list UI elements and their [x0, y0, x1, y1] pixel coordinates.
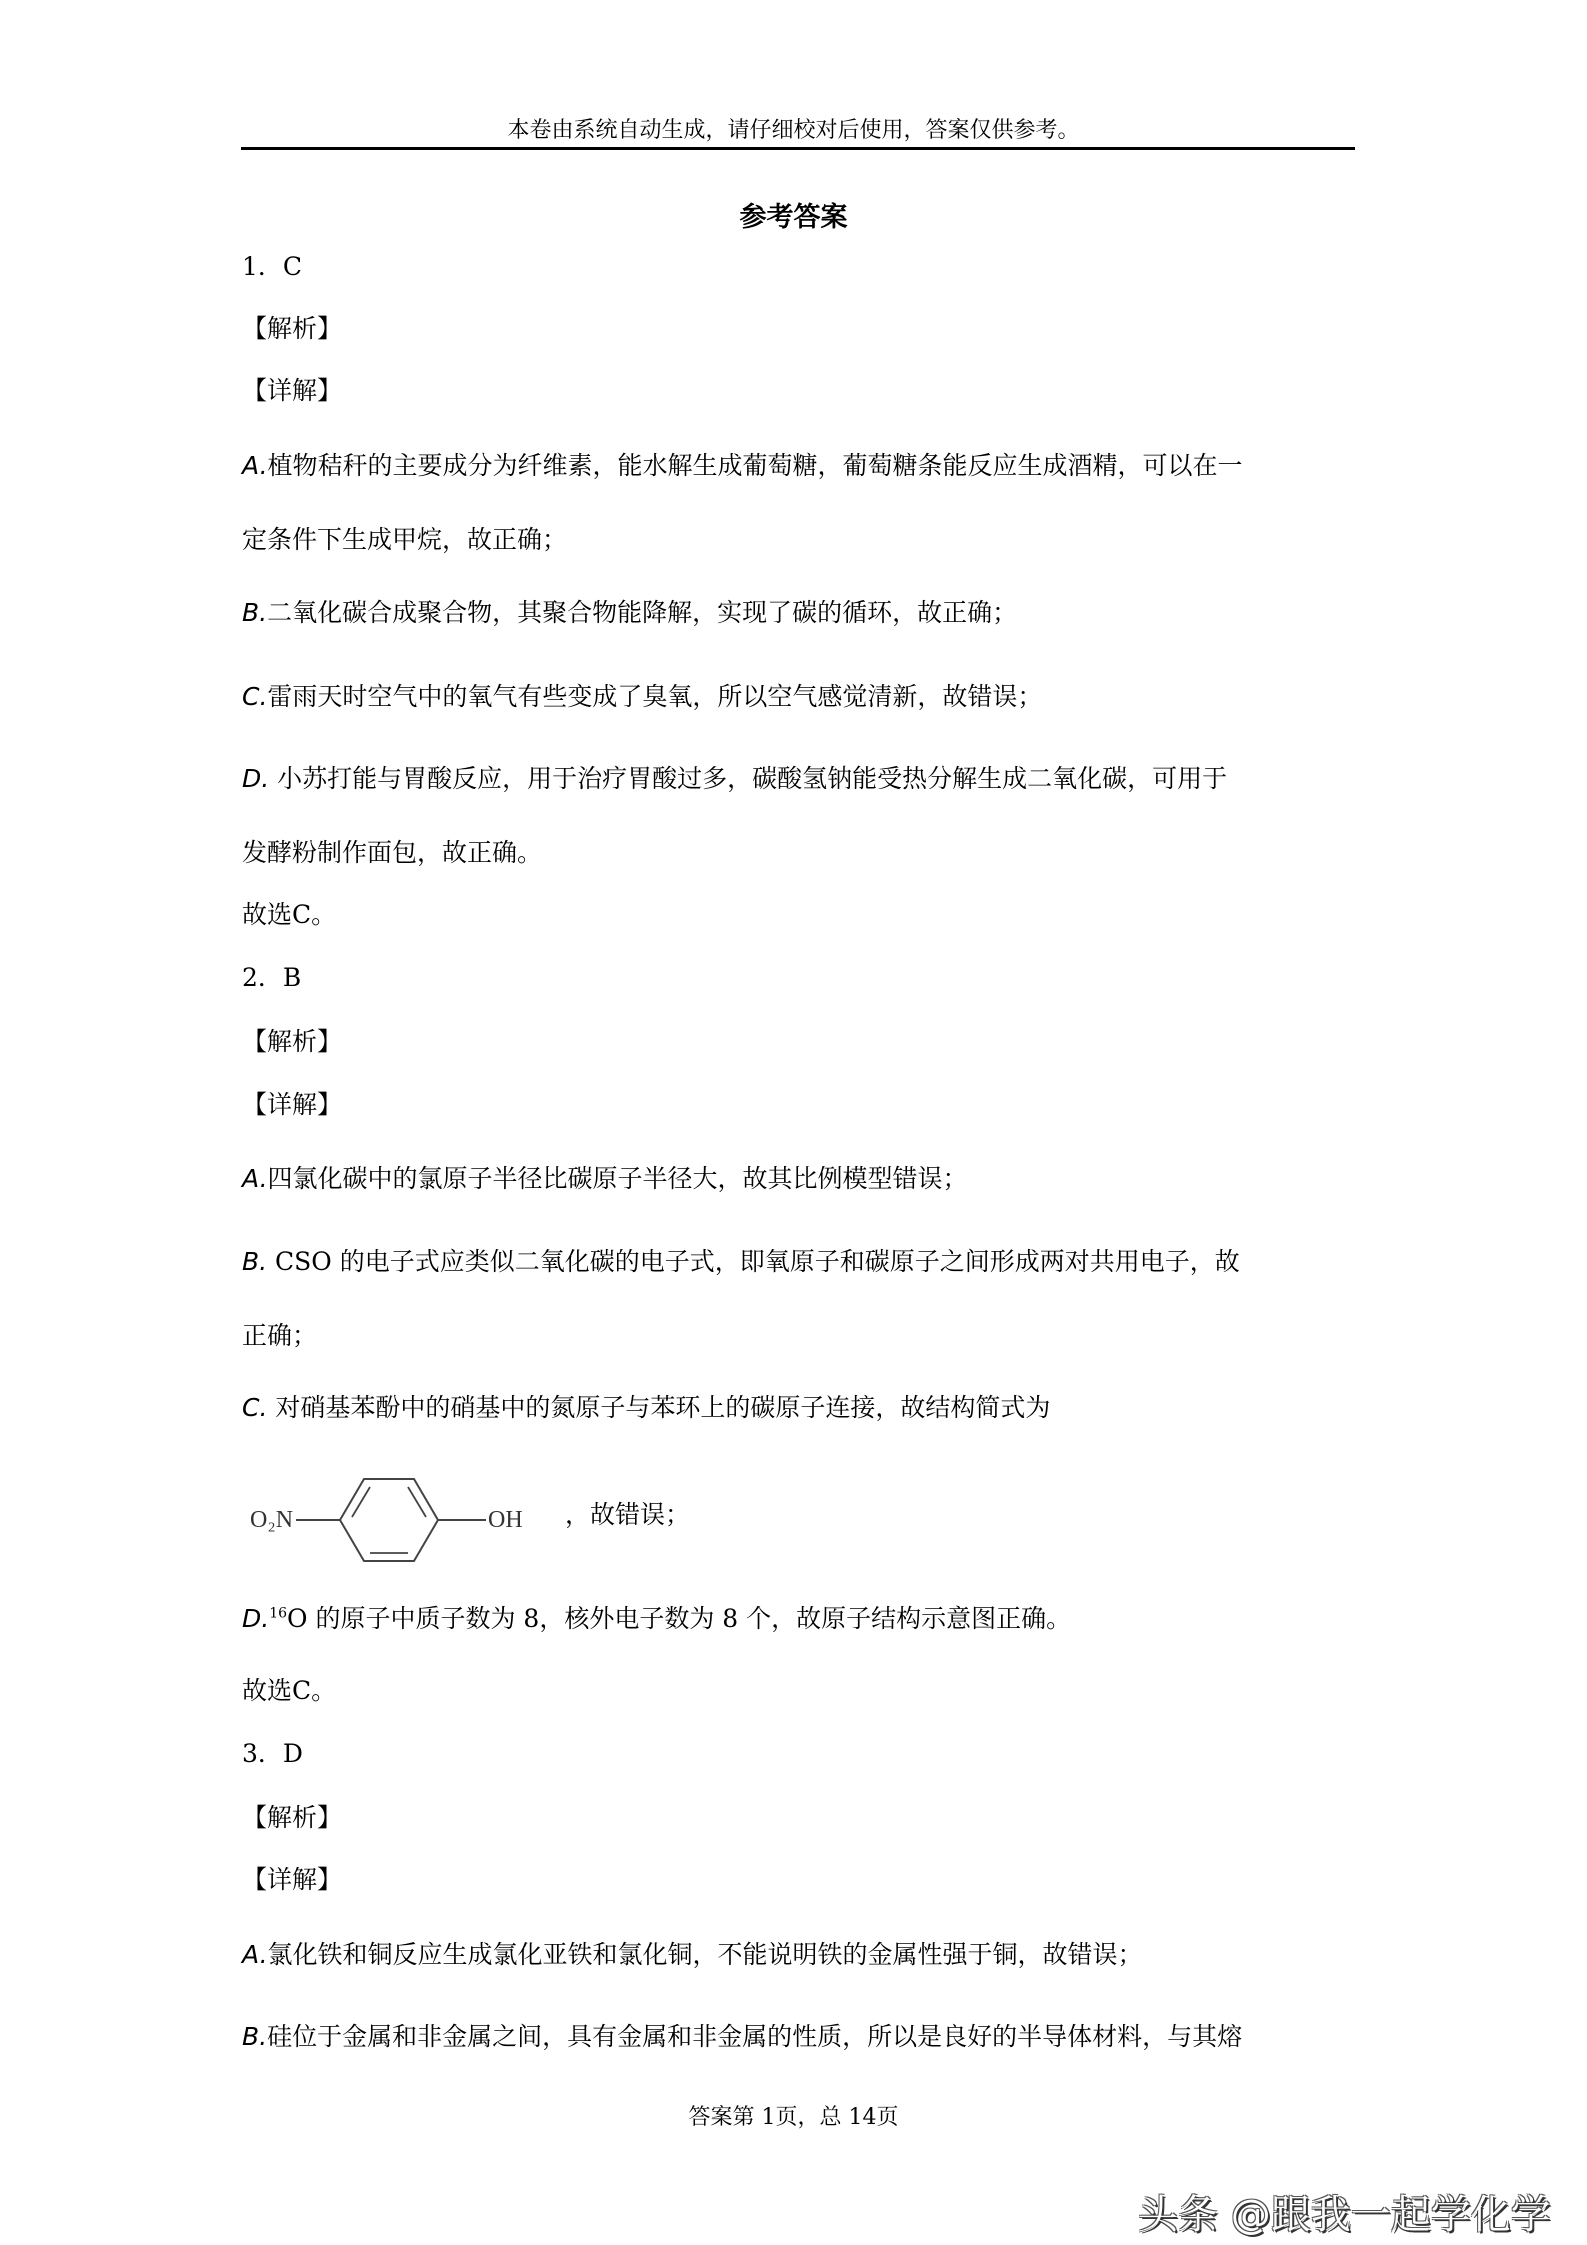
- option-letter: A.: [242, 451, 268, 480]
- q2-option-b: B. CSO 的电子式应类似二氧化碳的电子式，即氧原子和碳原子之间形成两对共用电子，故: [242, 1247, 1240, 1276]
- option-letter: D.: [242, 1604, 270, 1633]
- q3-analysis-label: 【解析】: [242, 1803, 343, 1832]
- svg-text:O₂N: O₂N: [250, 1507, 294, 1533]
- option-letter: B.: [242, 598, 268, 627]
- benzene-ring-icon: [248, 1465, 578, 1565]
- q1-conclusion: 故选C。: [242, 900, 337, 929]
- source-watermark: 头条 @跟我一起学化学: [1138, 2192, 1551, 2238]
- svg-text:OH: OH: [488, 1507, 523, 1533]
- q1-option-a: A.植物秸秆的主要成分为纤维素，能水解生成葡萄糖，葡萄糖条能反应生成酒精，可以在一: [242, 451, 1243, 480]
- q2-detail-label: 【详解】: [242, 1090, 343, 1119]
- option-letter: A.: [242, 1940, 268, 1969]
- q3-detail-label: 【详解】: [242, 1865, 343, 1894]
- q1-option-c: C.雷雨天时空气中的氧气有些变成了臭氧，所以空气感觉清新，故错误；: [242, 682, 1043, 711]
- mass-number-superscript: 16: [269, 1605, 288, 1622]
- q1-analysis-label: 【解析】: [242, 314, 343, 343]
- option-letter: D.: [242, 764, 270, 793]
- q2-option-a: A.四氯化碳中的氯原子半径比碳原子半径大，故其比例模型错误；: [242, 1164, 968, 1193]
- q2-option-c: C. 对硝基苯酚中的硝基中的氮原子与苯环上的碳原子连接，故结构简式为: [242, 1393, 1051, 1422]
- q2-analysis-label: 【解析】: [242, 1027, 343, 1056]
- q3-option-a: A.氯化铁和铜反应生成氯化亚铁和氯化铜，不能说明铁的金属性强于铜，故错误；: [242, 1940, 1143, 1969]
- q1-option-d-cont: 发酵粉制作面包，故正确。: [242, 838, 543, 867]
- page-title: 参考答案: [739, 202, 848, 233]
- q2-option-b-cont: 正确；: [242, 1321, 318, 1350]
- option-letter: A.: [242, 1164, 268, 1193]
- q2-answer: 2．B: [242, 963, 302, 992]
- option-letter: B.: [242, 2022, 268, 2051]
- q1-option-d: D. 小苏打能与胃酸反应，用于治疗胃酸过多，碳酸氢钠能受热分解生成二氧化碳，可用于: [242, 764, 1228, 793]
- option-letter: B.: [242, 1247, 268, 1276]
- q3-option-b: B.硅位于金属和非金属之间，具有金属和非金属的性质，所以是良好的半导体材料，与其熔: [242, 2022, 1243, 2051]
- q1-option-b: B.二氧化碳合成聚合物，其聚合物能降解，实现了碳的循环，故正确；: [242, 598, 1018, 627]
- page-header-notice: 本卷由系统自动生成，请仔细校对后使用，答案仅供参考。: [507, 118, 1080, 143]
- option-letter: C.: [242, 1393, 268, 1422]
- p-nitrophenol-structure-image: [248, 1465, 578, 1565]
- q3-answer: 3．D: [242, 1739, 303, 1768]
- option-letter: C.: [242, 682, 268, 711]
- q2-conclusion: 故选C。: [242, 1676, 337, 1705]
- q2-option-c-structure-tail: ，故错误；: [565, 1500, 691, 1529]
- q1-detail-label: 【详解】: [242, 376, 343, 405]
- header-divider: [241, 147, 1355, 150]
- q2-option-d: D.$^{16}$O 的原子中质子数为 8，核外电子数为 8 个，故原子结构示意图正确。: [242, 1604, 1072, 1633]
- page-footer: 答案第 1页，总 14页: [688, 2105, 899, 2130]
- q1-option-a-cont: 定条件下生成甲烷，故正确；: [242, 525, 568, 554]
- q1-answer: 1．C: [242, 252, 303, 281]
